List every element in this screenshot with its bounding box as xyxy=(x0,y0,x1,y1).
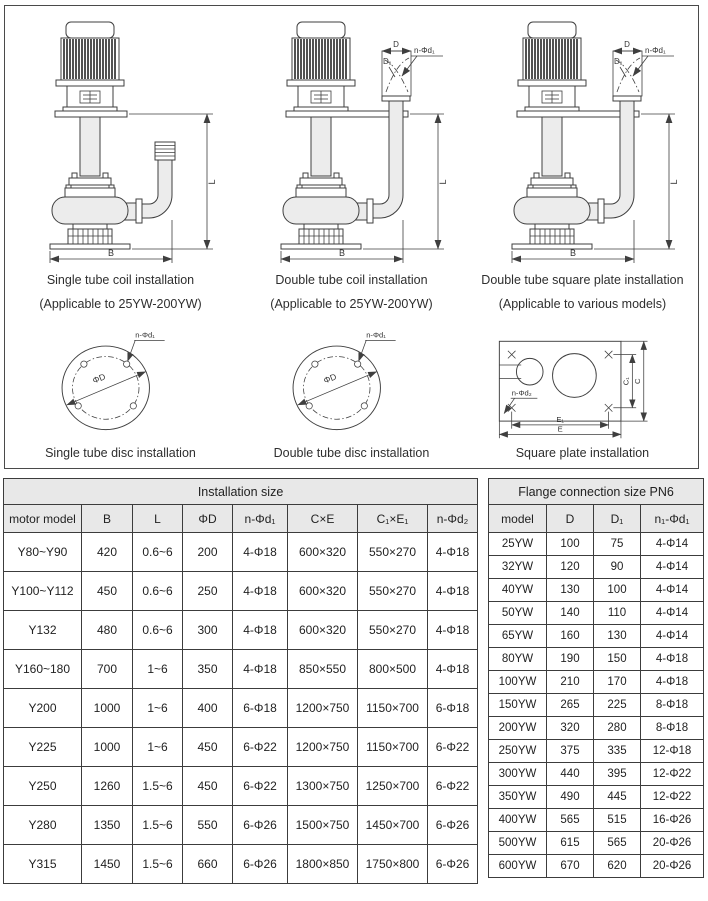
cell: 65YW xyxy=(489,625,547,648)
plate-figures-row xyxy=(5,322,698,460)
cell: 100 xyxy=(594,579,641,602)
table-row xyxy=(489,809,704,832)
cell: 600×320 xyxy=(288,533,358,572)
cell: Y225 xyxy=(4,728,82,767)
cell: 620 xyxy=(594,855,641,878)
cell: 6-Φ26 xyxy=(233,845,288,884)
table-title: Installation size xyxy=(4,479,478,505)
cell: 160 xyxy=(547,625,594,648)
cell: 4-Φ18 xyxy=(428,572,478,611)
cell: 200 xyxy=(183,533,233,572)
cell: 20-Φ26 xyxy=(641,855,704,878)
cell: 6-Φ18 xyxy=(428,689,478,728)
header-cell: ΦD xyxy=(183,505,233,533)
header-cell: C×E xyxy=(288,505,358,533)
tables-section xyxy=(0,478,708,901)
cell: Y100~Y112 xyxy=(4,572,82,611)
cell: 90 xyxy=(594,556,641,579)
table-row xyxy=(4,728,478,767)
cell: 1~6 xyxy=(133,728,183,767)
cell: 40YW xyxy=(489,579,547,602)
header-cell: B xyxy=(82,505,133,533)
cell: 0.6~6 xyxy=(133,611,183,650)
cell: 445 xyxy=(594,786,641,809)
cell: 400YW xyxy=(489,809,547,832)
cell: 1200×750 xyxy=(288,728,358,767)
cell: 6-Φ26 xyxy=(428,806,478,845)
cell: 0.6~6 xyxy=(133,533,183,572)
table-row xyxy=(489,717,704,740)
table-row xyxy=(4,689,478,728)
cell: 300YW xyxy=(489,763,547,786)
cell: 8-Φ18 xyxy=(641,694,704,717)
double-tube-disc-diagram xyxy=(236,328,466,442)
cell: 140 xyxy=(547,602,594,625)
table-body xyxy=(489,533,704,878)
dim-label-E: E xyxy=(558,424,564,434)
cell: 600×320 xyxy=(288,611,358,650)
table-row xyxy=(489,648,704,671)
cell: 320 xyxy=(547,717,594,740)
flange-connection-table xyxy=(488,478,704,878)
cell: 280 xyxy=(594,717,641,740)
cell: 515 xyxy=(594,809,641,832)
figure-single-tube-disc xyxy=(5,322,236,460)
cell: 8-Φ18 xyxy=(641,717,704,740)
table-title-row xyxy=(4,479,478,505)
table-row xyxy=(4,533,478,572)
cell: 375 xyxy=(547,740,594,763)
cell: 12-Φ22 xyxy=(641,763,704,786)
header-cell: model xyxy=(489,505,547,533)
dim-label-C1: C₁ xyxy=(621,377,631,386)
table-row xyxy=(489,832,704,855)
cell: 550×270 xyxy=(358,611,428,650)
cell: 4-Φ18 xyxy=(641,671,704,694)
cell: 25YW xyxy=(489,533,547,556)
cell: 400 xyxy=(183,689,233,728)
table-row xyxy=(489,786,704,809)
installation-size-table xyxy=(3,478,478,884)
figure-subcaption: (Applicable to 25YW-200YW) xyxy=(39,297,202,311)
table-row xyxy=(489,694,704,717)
dim-label-L: L xyxy=(669,179,680,185)
dim-label-B: B xyxy=(570,248,577,258)
cell: 550×270 xyxy=(358,572,428,611)
double-tube-square-plate-pump-diagram xyxy=(467,14,697,266)
cell: 800×500 xyxy=(358,650,428,689)
header-cell: n-Φd₂ xyxy=(428,505,478,533)
figure-single-tube-coil xyxy=(5,6,236,312)
cell: 4-Φ18 xyxy=(233,611,288,650)
cell: 440 xyxy=(547,763,594,786)
cell: 4-Φ18 xyxy=(641,648,704,671)
cell: 110 xyxy=(594,602,641,625)
cell: 600YW xyxy=(489,855,547,878)
cell: 4-Φ14 xyxy=(641,625,704,648)
table-row xyxy=(4,767,478,806)
cell: 450 xyxy=(183,728,233,767)
dim-label-B: B xyxy=(108,248,115,258)
cell: 4-Φ18 xyxy=(233,533,288,572)
cell: 1.5~6 xyxy=(133,845,183,884)
dim-label-n-phi-d1: n-Φd₁ xyxy=(414,46,436,55)
cell: 550×270 xyxy=(358,533,428,572)
figure-caption: Double tube coil installation xyxy=(275,273,428,287)
cell: 550 xyxy=(183,806,233,845)
flange-detail xyxy=(382,40,443,96)
cell: 1450 xyxy=(82,845,133,884)
cell: 120 xyxy=(547,556,594,579)
cell: Y200 xyxy=(4,689,82,728)
cell: 190 xyxy=(547,648,594,671)
cell: 6-Φ26 xyxy=(428,845,478,884)
cell: 75 xyxy=(594,533,641,556)
figure-double-tube-disc xyxy=(236,322,467,460)
header-cell: motor model xyxy=(4,505,82,533)
cell: 130 xyxy=(594,625,641,648)
cell: 170 xyxy=(594,671,641,694)
dim-label-E1: E₁ xyxy=(556,415,565,425)
cell: 670 xyxy=(547,855,594,878)
cell: Y280 xyxy=(4,806,82,845)
cell: 600×320 xyxy=(288,572,358,611)
diagram-panel xyxy=(4,5,699,469)
header-cell: L xyxy=(133,505,183,533)
cell: 480 xyxy=(82,611,133,650)
cell: 335 xyxy=(594,740,641,763)
cell: 250 xyxy=(183,572,233,611)
cell: 4-Φ14 xyxy=(641,579,704,602)
figure-double-tube-coil xyxy=(236,6,467,312)
dim-label-C: C xyxy=(633,378,643,384)
flange-detail xyxy=(613,40,674,96)
dim-label-n-phi-d1: n-Φd₁ xyxy=(135,330,156,340)
square-plate-diagram xyxy=(467,328,697,442)
table-header-row xyxy=(4,505,478,533)
header-cell: D₁ xyxy=(594,505,641,533)
cell: 565 xyxy=(547,809,594,832)
cell: 500YW xyxy=(489,832,547,855)
single-tube-disc-diagram xyxy=(5,328,235,442)
cell: 6-Φ22 xyxy=(233,728,288,767)
header-cell: n₁-Φd₁ xyxy=(641,505,704,533)
dim-label-L: L xyxy=(438,179,449,185)
table-row xyxy=(4,806,478,845)
cell: 350 xyxy=(183,650,233,689)
cell: 490 xyxy=(547,786,594,809)
cell: 1250×700 xyxy=(358,767,428,806)
cell: 4-Φ14 xyxy=(641,602,704,625)
cell: 1~6 xyxy=(133,650,183,689)
header-cell: n-Φd₁ xyxy=(233,505,288,533)
cell: 100YW xyxy=(489,671,547,694)
cell: 1.5~6 xyxy=(133,767,183,806)
cell: 32YW xyxy=(489,556,547,579)
cell: 100 xyxy=(547,533,594,556)
cell: 6-Φ18 xyxy=(233,689,288,728)
table-row xyxy=(489,740,704,763)
double-tube-coil-pump-diagram xyxy=(236,14,466,266)
cell: 1260 xyxy=(82,767,133,806)
figure-caption: Double tube disc installation xyxy=(273,446,430,460)
dim-label-D1: D₁ xyxy=(383,57,392,66)
figure-caption: Single tube disc installation xyxy=(45,446,196,460)
table-body xyxy=(4,533,478,884)
dim-label-phi-D: ΦD xyxy=(91,371,108,386)
cell: 20-Φ26 xyxy=(641,832,704,855)
cell: 0.6~6 xyxy=(133,572,183,611)
coil-hose-end xyxy=(155,142,175,160)
table-row xyxy=(489,763,704,786)
cell: 16-Φ26 xyxy=(641,809,704,832)
cell: 450 xyxy=(183,767,233,806)
cell: 50YW xyxy=(489,602,547,625)
table-row xyxy=(4,611,478,650)
cell: 1000 xyxy=(82,728,133,767)
figure-subcaption: (Applicable to various models) xyxy=(498,297,667,311)
cell: 210 xyxy=(547,671,594,694)
cell: 395 xyxy=(594,763,641,786)
table-row xyxy=(489,579,704,602)
cell: 420 xyxy=(82,533,133,572)
table-row xyxy=(489,855,704,878)
figure-caption: Double tube square plate installation xyxy=(481,273,684,287)
table-row xyxy=(4,650,478,689)
dim-label-D: D xyxy=(393,40,400,49)
dim-label-D: D xyxy=(624,40,631,49)
cell: 6-Φ26 xyxy=(233,806,288,845)
figure-caption: Square plate installation xyxy=(515,446,650,460)
table-title: Flange connection size PN6 xyxy=(489,479,704,505)
cell: 150YW xyxy=(489,694,547,717)
cell: 1.5~6 xyxy=(133,806,183,845)
cell: 1150×700 xyxy=(358,728,428,767)
cell: 6-Φ22 xyxy=(233,767,288,806)
figure-double-tube-square-plate xyxy=(467,6,698,312)
cell: 1000 xyxy=(82,689,133,728)
table-row xyxy=(4,845,478,884)
cell: 12-Φ22 xyxy=(641,786,704,809)
cell: 1300×750 xyxy=(288,767,358,806)
cell: 1450×700 xyxy=(358,806,428,845)
cell: 4-Φ18 xyxy=(233,572,288,611)
cell: 4-Φ18 xyxy=(428,650,478,689)
cell: 6-Φ22 xyxy=(428,728,478,767)
cell: 4-Φ14 xyxy=(641,533,704,556)
cell: Y250 xyxy=(4,767,82,806)
dim-label-phi-D: ΦD xyxy=(322,371,339,386)
cell: 1500×750 xyxy=(288,806,358,845)
cell: 565 xyxy=(594,832,641,855)
cell: 250YW xyxy=(489,740,547,763)
cell: 130 xyxy=(547,579,594,602)
cell: 6-Φ22 xyxy=(428,767,478,806)
cell: 80YW xyxy=(489,648,547,671)
dim-label-n-phi-d1: n-Φd₁ xyxy=(645,46,667,55)
dim-label-D1: D₁ xyxy=(614,57,623,66)
cell: 350YW xyxy=(489,786,547,809)
table-header-row xyxy=(489,505,704,533)
dim-label-L: L xyxy=(207,179,218,185)
dim-label-n-phi-d1: n-Φd₁ xyxy=(366,330,387,340)
cell: 200YW xyxy=(489,717,547,740)
figure-square-plate xyxy=(467,322,698,460)
cell: 1800×850 xyxy=(288,845,358,884)
table-row xyxy=(489,625,704,648)
cell: Y132 xyxy=(4,611,82,650)
header-cell: C₁×E₁ xyxy=(358,505,428,533)
dim-label-n-phi-d2: n-Φd₂ xyxy=(512,388,533,398)
cell: 615 xyxy=(547,832,594,855)
cell: 4-Φ18 xyxy=(233,650,288,689)
cell: 12-Φ18 xyxy=(641,740,704,763)
single-tube-coil-pump-diagram xyxy=(5,14,235,266)
cell: Y160~180 xyxy=(4,650,82,689)
dim-label-B: B xyxy=(339,248,346,258)
cell: 265 xyxy=(547,694,594,717)
cell: 1350 xyxy=(82,806,133,845)
cell: Y315 xyxy=(4,845,82,884)
cell: 150 xyxy=(594,648,641,671)
cell: 4-Φ14 xyxy=(641,556,704,579)
pump-figures-row xyxy=(5,6,698,312)
cell: 4-Φ18 xyxy=(428,533,478,572)
table-row xyxy=(489,556,704,579)
cell: 1150×700 xyxy=(358,689,428,728)
cell: 660 xyxy=(183,845,233,884)
figure-caption: Single tube coil installation xyxy=(46,273,195,287)
cell: 225 xyxy=(594,694,641,717)
table-row xyxy=(489,533,704,556)
figure-subcaption: (Applicable to 25YW-200YW) xyxy=(270,297,433,311)
table-title-row xyxy=(489,479,704,505)
table-row xyxy=(489,602,704,625)
header-cell: D xyxy=(547,505,594,533)
table-row xyxy=(489,671,704,694)
cell: 450 xyxy=(82,572,133,611)
cell: 4-Φ18 xyxy=(428,611,478,650)
cell: 1200×750 xyxy=(288,689,358,728)
cell: 1750×800 xyxy=(358,845,428,884)
cell: 700 xyxy=(82,650,133,689)
table-row xyxy=(4,572,478,611)
cell: 1~6 xyxy=(133,689,183,728)
cell: 300 xyxy=(183,611,233,650)
cell: 850×550 xyxy=(288,650,358,689)
cell: Y80~Y90 xyxy=(4,533,82,572)
